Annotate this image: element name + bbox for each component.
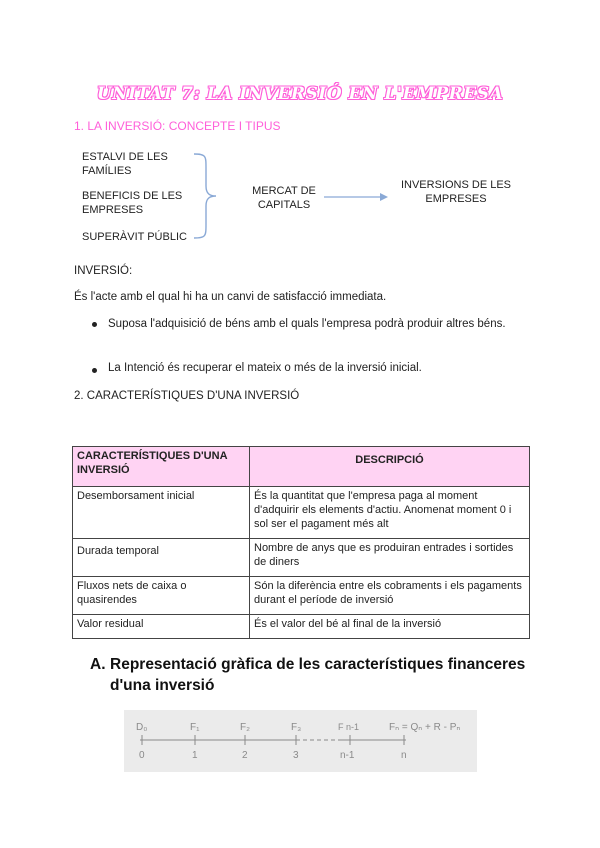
investment-label: INVERSIÓ:: [74, 265, 133, 277]
table-header-description: DESCRIPCIÓ: [250, 447, 530, 487]
table-cell: Nombre de anys que es produiran entrades i sortides de diners: [250, 539, 530, 577]
table-cell: Són la diferència entre els cobraments i els pagaments durant el període de inversió: [250, 577, 530, 615]
table-cell: És el valor del bé al final de la inversió: [250, 615, 530, 639]
timeline-graphic: [124, 710, 477, 772]
table-header-row: [73, 447, 530, 487]
timeline-bottom-label: n: [401, 750, 407, 761]
timeline-top-label: D₀: [136, 722, 148, 733]
table-header-characteristics: CARACTERÍSTIQUES D'UNA INVERSIÓ: [73, 447, 250, 487]
bullet-dot-2: [92, 368, 97, 373]
table-row: [73, 577, 530, 615]
table-cell: És la quantitat que l'empresa paga al moment d'adquirir els elements d'actiu. Anomenat moment 0 i sol ser el pagament més alt: [250, 487, 530, 539]
timeline-top-label: F₁: [190, 722, 200, 733]
table-cell: Fluxos nets de caixa o quasirendes: [73, 577, 250, 615]
arrow-right-icon: [320, 190, 392, 204]
timeline-top-label: F₃: [291, 722, 302, 733]
bullet-dot-1: [92, 322, 97, 327]
timeline-bottom-label: 1: [192, 750, 198, 761]
table-cell: Durada temporal: [73, 539, 250, 577]
characteristics-table: [72, 446, 530, 639]
section-heading-1: 1. LA INVERSIÓ: CONCEPTE I TIPUS: [74, 119, 281, 133]
timeline-bottom-label: 3: [293, 750, 299, 761]
page-title: UNITAT 7: LA INVERSIÓ EN L'EMPRESA: [96, 84, 504, 104]
source-profits: BENEFICIS DE LES EMPRESES: [82, 190, 183, 216]
table-row: [73, 615, 530, 639]
timeline-top-label: F n-1: [338, 722, 360, 732]
capital-market: MERCAT DE CAPITALS: [252, 185, 316, 211]
source-surplus: SUPERÀVIT PÚBLIC: [82, 231, 187, 243]
source-savings: ESTALVI DE LES FAMÍLIES: [82, 151, 168, 177]
heading-a-marker: A.: [90, 656, 106, 673]
table-cell: Valor residual: [73, 615, 250, 639]
heading-a-text: Representació gràfica de les característiques financeres d'una inversió: [110, 656, 526, 694]
table-row: [73, 539, 530, 577]
investment-definition: És l'acte amb el qual hi ha un canvi de satisfacció immediata.: [74, 291, 387, 303]
company-investments: INVERSIONS DE LES EMPRESES: [400, 179, 512, 205]
table-cell: Desemborsament inicial: [73, 487, 250, 539]
timeline-bottom-label: n-1: [340, 750, 355, 761]
timeline-top-label: Fₙ = Qₙ + R - Pₙ: [389, 722, 461, 733]
timeline-bottom-label: 0: [139, 750, 145, 761]
timeline-bottom-label: 2: [242, 750, 248, 761]
bullet-2: La Intenció és recuperar el mateix o més de la inversió inicial.: [108, 362, 422, 374]
timeline-axis: [124, 710, 477, 772]
brace-icon: [190, 148, 220, 244]
table-row: [73, 487, 530, 539]
bullet-1: Suposa l'adquisició de béns amb el quals l'empresa podrà produir altres béns.: [108, 318, 506, 330]
section-heading-2: 2. CARACTERÍSTIQUES D'UNA INVERSIÓ: [74, 390, 300, 402]
timeline-top-label: F₂: [240, 722, 250, 733]
